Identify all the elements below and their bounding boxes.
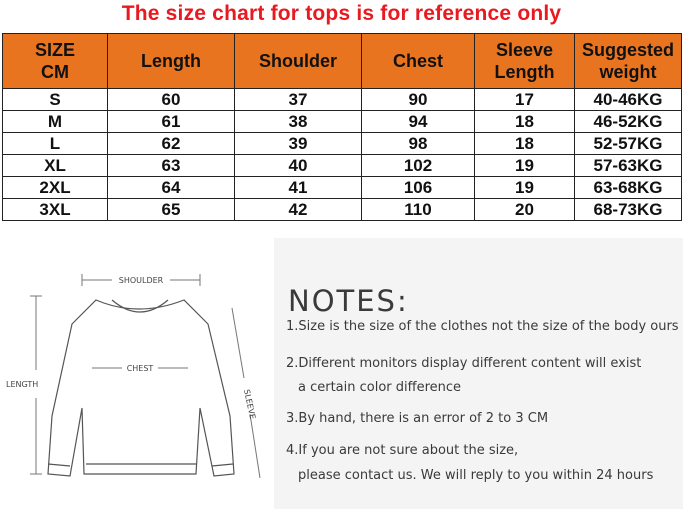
header-sleeve: [475, 34, 575, 89]
header-weight-line2: weight: [599, 62, 657, 82]
header-shoulder-label: Shoulder: [258, 51, 337, 71]
cell-sleeve: 18: [475, 133, 575, 155]
sweater-outline: [48, 300, 234, 476]
cell-weight: 46-52KG: [575, 111, 682, 133]
header-length: [108, 34, 235, 89]
size-table: [2, 33, 682, 221]
table-header-row: [3, 34, 682, 89]
cell-sleeve: 20: [475, 199, 575, 221]
length-label: LENGTH: [6, 380, 39, 389]
cell-shoulder: 37: [235, 89, 362, 111]
cell-size: 3XL: [3, 199, 108, 221]
cell-length: 62: [108, 133, 235, 155]
cell-shoulder: 40: [235, 155, 362, 177]
cell-weight: 52-57KG: [575, 133, 682, 155]
shoulder-label: SHOULDER: [118, 276, 164, 285]
cell-length: 63: [108, 155, 235, 177]
header-sleeve-line2: Length: [494, 62, 555, 82]
sleeve-measure-line-top: [232, 308, 244, 378]
cell-size: M: [3, 111, 108, 133]
cell-shoulder: 38: [235, 111, 362, 133]
cell-weight: 68-73KG: [575, 199, 682, 221]
cell-sleeve: 18: [475, 111, 575, 133]
note-line-4b: please contact us. We will reply to you within 24 hours: [298, 468, 654, 483]
note-line-4: 4.If you are not sure about the size,: [286, 443, 519, 458]
cell-size: XL: [3, 155, 108, 177]
note-line-2: 2.Different monitors display different content will exist: [286, 356, 642, 371]
cell-sleeve: 17: [475, 89, 575, 111]
left-cuff: [48, 464, 70, 466]
size-chart-title: The size chart for tops is for reference only: [121, 2, 562, 25]
cell-shoulder: 42: [235, 199, 362, 221]
header-sleeve-line1: Sleeve: [495, 40, 554, 60]
cell-size: 2XL: [3, 177, 108, 199]
header-size-line2: CM: [41, 62, 69, 82]
cell-length: 64: [108, 177, 235, 199]
sleeve-measure-line-bottom: [250, 414, 260, 478]
cell-length: 65: [108, 199, 235, 221]
note-line-3: 3.By hand, there is an error of 2 to 3 CM: [286, 411, 549, 426]
table-row: [3, 177, 682, 199]
cell-weight: 63-68KG: [575, 177, 682, 199]
cell-size: L: [3, 133, 108, 155]
cell-size: S: [3, 89, 108, 111]
table-row: [3, 133, 682, 155]
table-row: [3, 89, 682, 111]
sweater-measurement-diagram: [0, 238, 274, 509]
cell-chest: 90: [362, 89, 475, 111]
sweater-neckline: [112, 300, 168, 312]
cell-chest: 106: [362, 177, 475, 199]
header-weight: [575, 34, 682, 89]
note-line-2b: a certain color difference: [298, 380, 462, 395]
cell-shoulder: 41: [235, 177, 362, 199]
header-chest: [362, 34, 475, 89]
table-row: [3, 111, 682, 133]
sweater-body: [48, 300, 234, 476]
sleeve-label: SLEEVE: [242, 388, 258, 420]
table-row: [3, 155, 682, 177]
note-line-1: 1.Size is the size of the clothes not the size of the body ours: [286, 319, 679, 334]
notes-title: NOTES:: [288, 284, 409, 318]
cell-sleeve: 19: [475, 177, 575, 199]
chest-label: CHEST: [126, 364, 154, 373]
header-weight-line1: Suggested: [581, 40, 674, 60]
table-row: [3, 199, 682, 221]
cell-chest: 102: [362, 155, 475, 177]
header-size-line1: SIZE: [34, 40, 75, 60]
cell-chest: 94: [362, 111, 475, 133]
cell-sleeve: 19: [475, 155, 575, 177]
header-chest-label: Chest: [392, 51, 443, 71]
cell-weight: 57-63KG: [575, 155, 682, 177]
right-cuff: [212, 464, 233, 466]
cell-chest: 98: [362, 133, 475, 155]
cell-length: 60: [108, 89, 235, 111]
cell-shoulder: 39: [235, 133, 362, 155]
header-length-label: Length: [141, 51, 201, 71]
cell-length: 61: [108, 111, 235, 133]
cell-weight: 40-46KG: [575, 89, 682, 111]
header-size: [3, 34, 108, 89]
header-shoulder: [235, 34, 362, 89]
cell-chest: 110: [362, 199, 475, 221]
